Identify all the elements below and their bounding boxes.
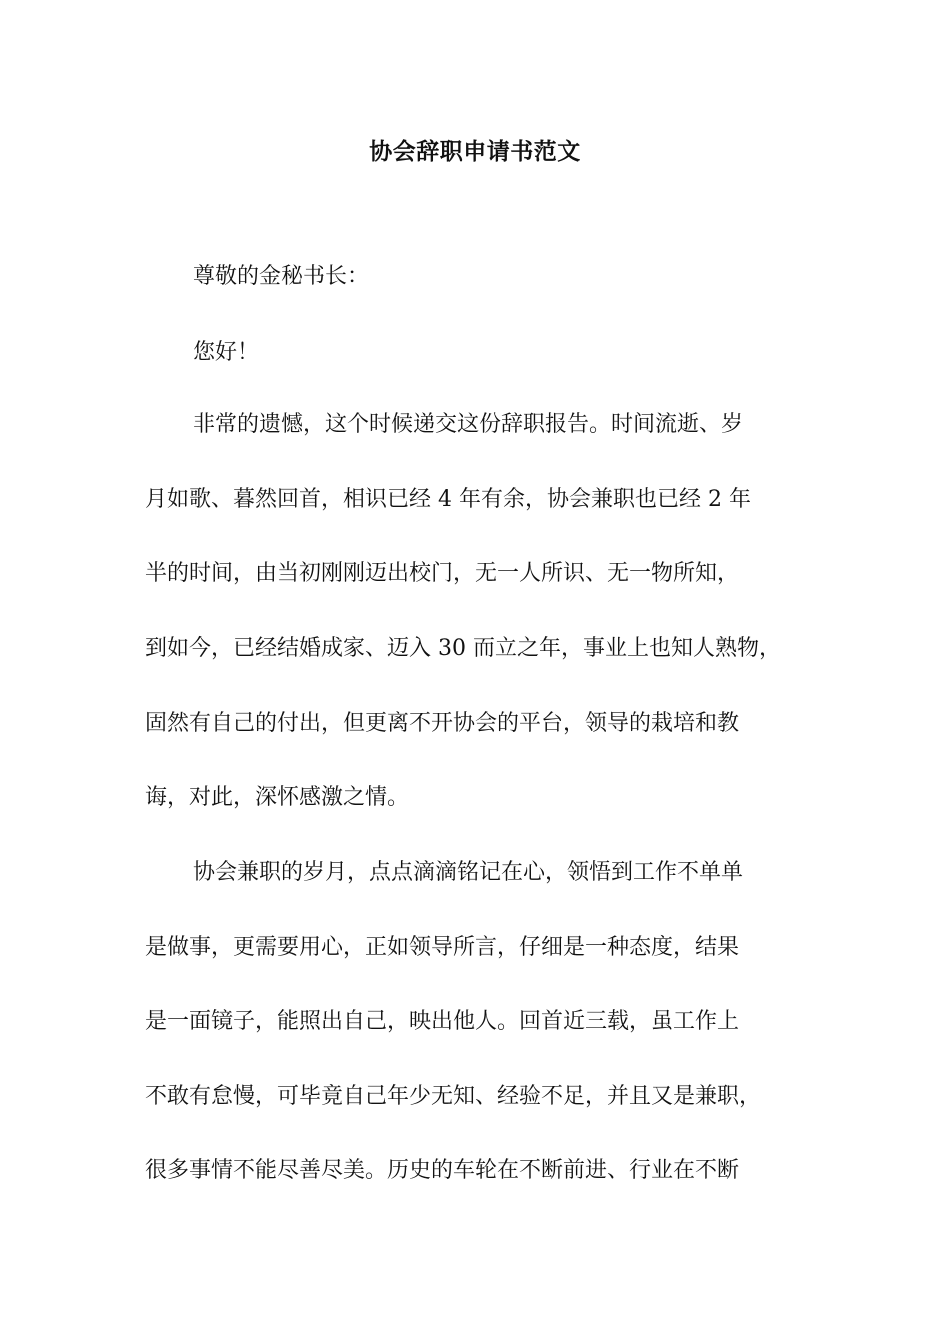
paragraph-line: 不敢有怠慢，可毕竟自己年少无知、经验不足，并且又是兼职， xyxy=(145,1084,762,1109)
paragraph-line: 是做事，更需要用心，正如领导所言，仔细是一种态度，结果 xyxy=(145,935,740,960)
paragraph-line: 协会兼职的岁月，点点滴滴铭记在心，领悟到工作不单单 xyxy=(193,860,744,885)
paragraph-line: 诲，对此，深怀感激之情。 xyxy=(145,785,410,810)
paragraph-line: 固然有自己的付出，但更离不开协会的平台，领导的栽培和教 xyxy=(145,711,740,736)
paragraph-line: 很多事情不能尽善尽美。历史的车轮在不断前进、行业在不断 xyxy=(145,1158,740,1183)
paragraph-line: 是一面镜子，能照出自己，映出他人。回首近三载，虽工作上 xyxy=(145,1009,740,1034)
salutation: 尊敬的金秘书长： xyxy=(193,264,370,289)
paragraph-line: 非常的遗憾，这个时候递交这份辞职报告。时间流逝、岁 xyxy=(193,412,744,437)
document-title: 协会辞职申请书范文 xyxy=(369,138,581,165)
paragraph-line: 半的时间，由当初刚刚迈出校门，无一人所识、无一物所知， xyxy=(145,561,740,586)
paragraph-line: 到如今，已经结婚成家、迈入 30 而立之年，事业上也知人熟物， xyxy=(145,636,781,661)
paragraph-line: 月如歌、暮然回首，相识已经 4 年有余，协会兼职也已经 2 年 xyxy=(145,487,751,512)
greeting: 您好！ xyxy=(193,340,260,365)
